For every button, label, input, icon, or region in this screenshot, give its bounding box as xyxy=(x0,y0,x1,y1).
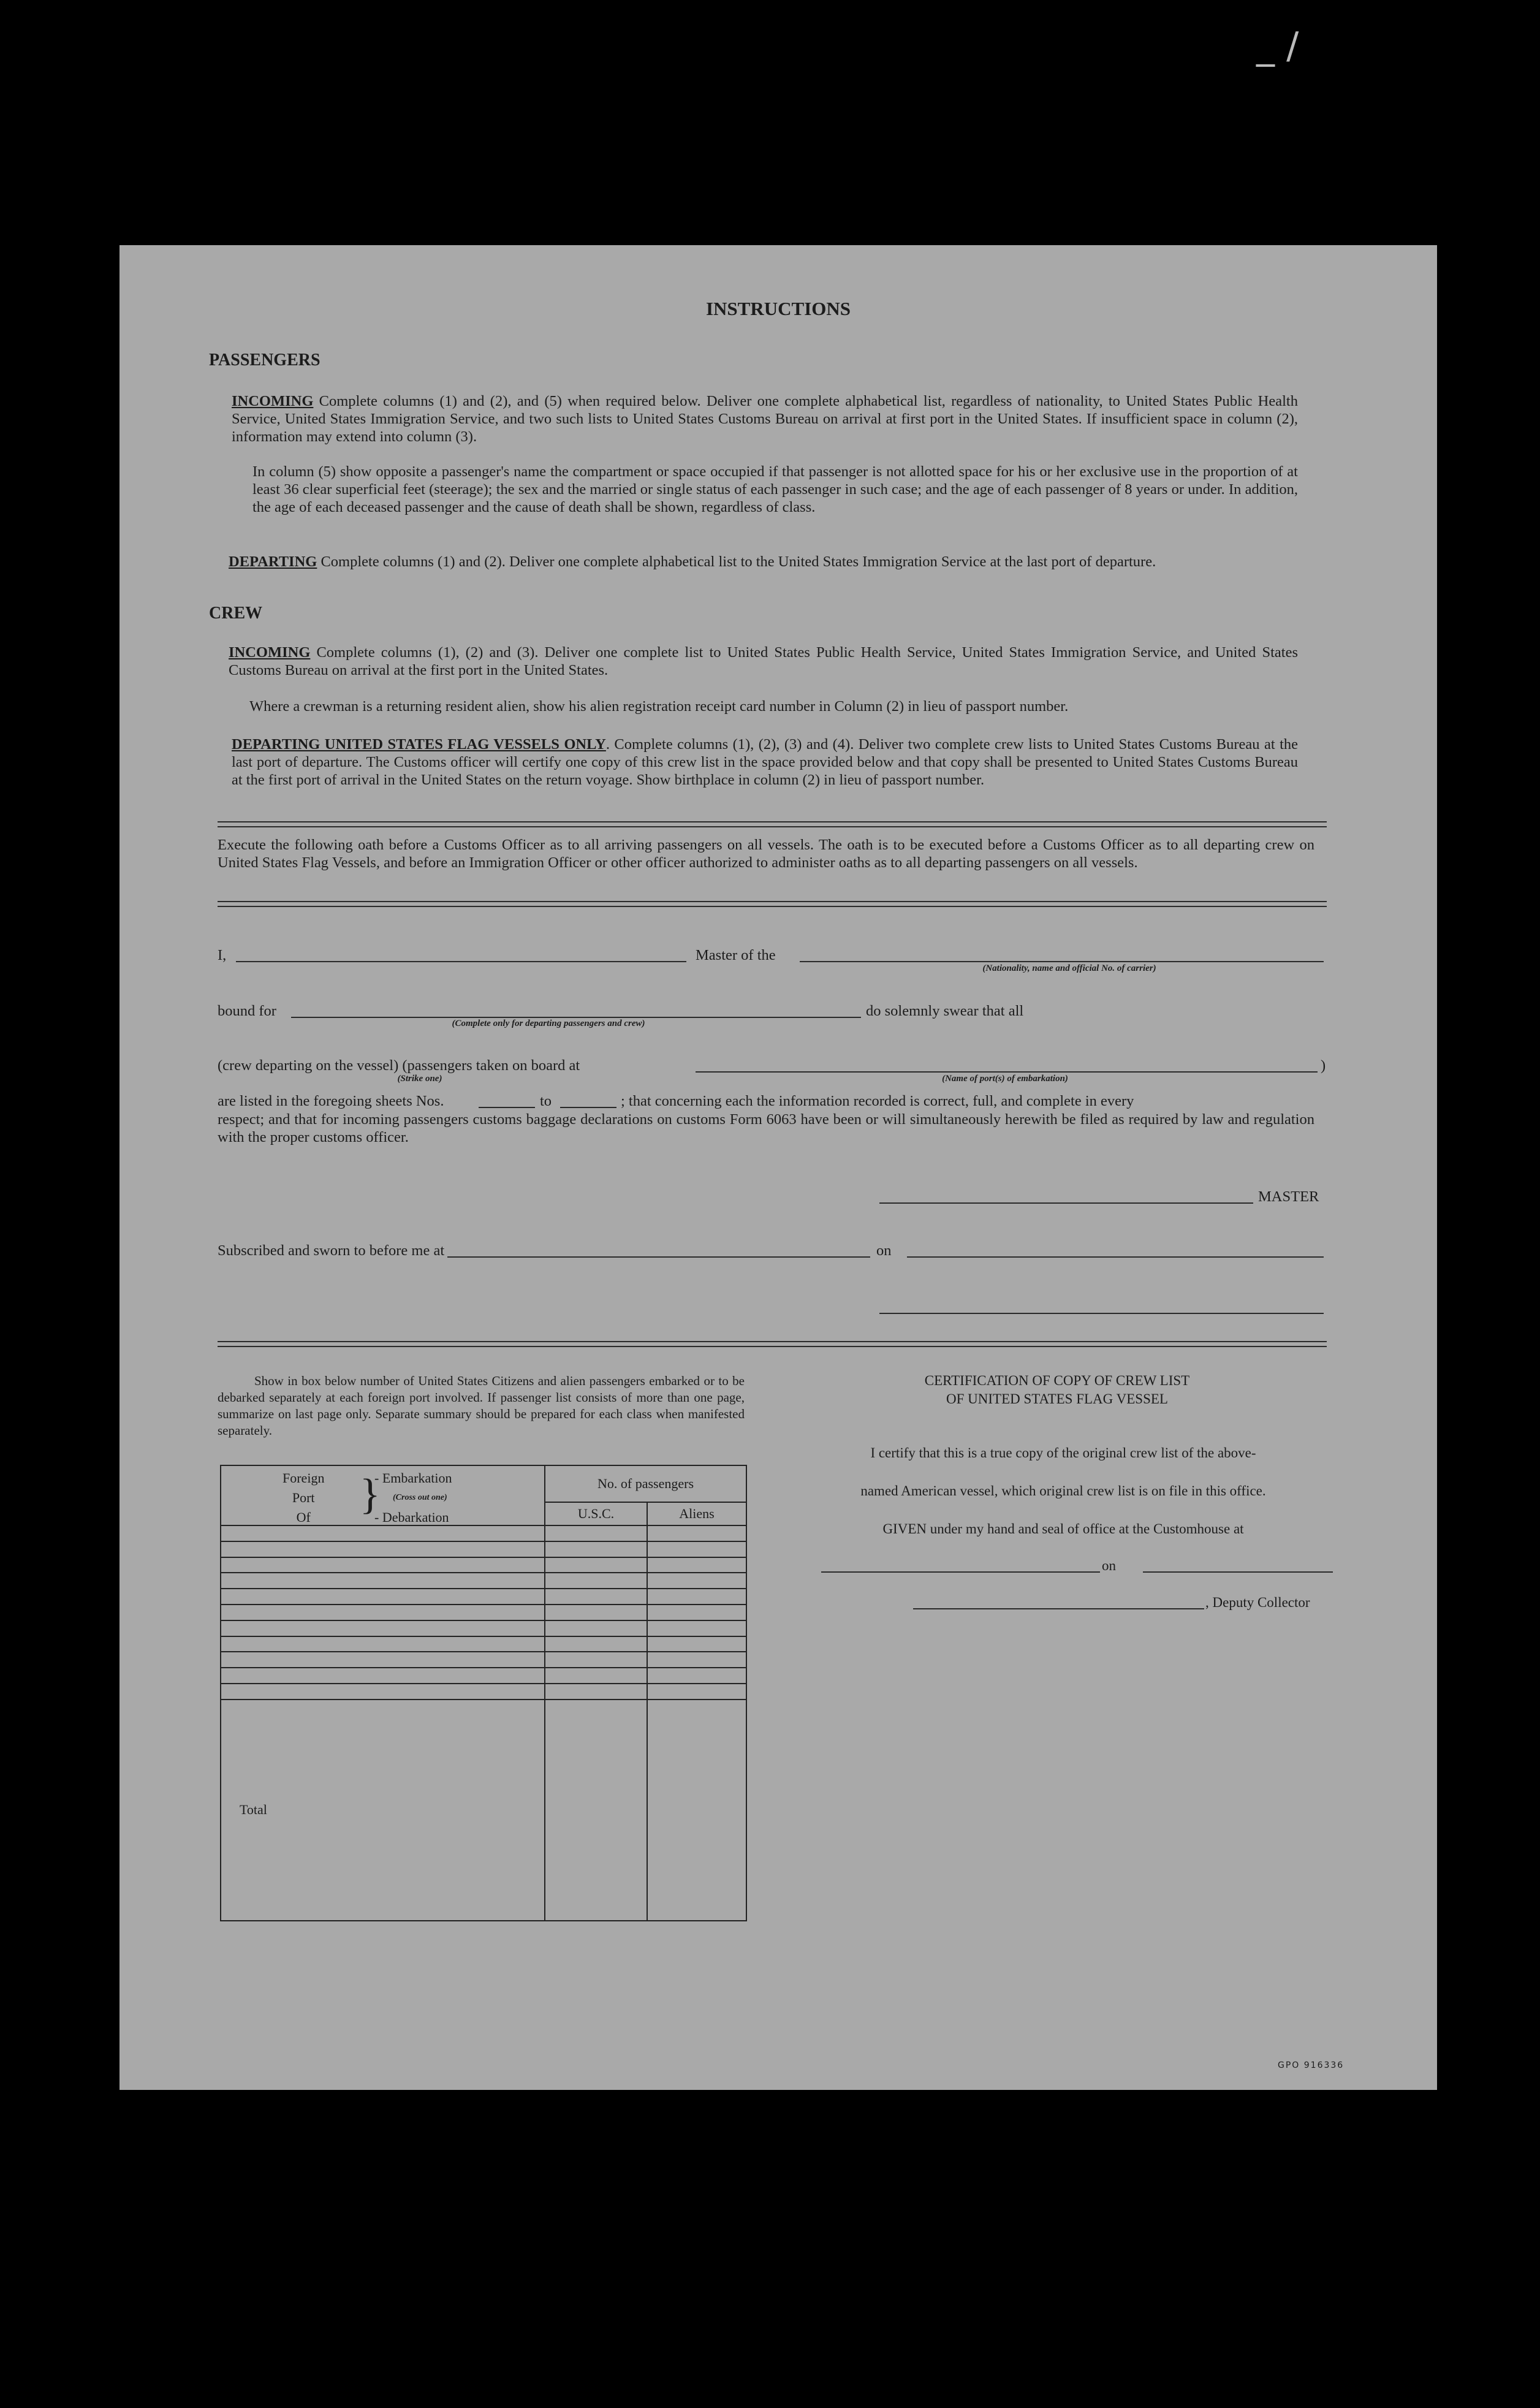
deputy-collector-label: , Deputy Collector xyxy=(1205,1595,1310,1610)
subscribed-on-label: on xyxy=(876,1242,892,1259)
crew-departing-label: DEPARTING UNITED STATES FLAG VESSELS ONLY xyxy=(232,736,606,753)
certify-line-2: named American vessel, which original crew list is on file in this office. xyxy=(860,1483,1266,1498)
master-name-line xyxy=(236,960,686,962)
crew-incoming-paragraph xyxy=(229,644,1298,679)
aliens-cell[interactable] xyxy=(647,1525,746,1541)
form-page xyxy=(119,245,1437,2090)
passengers-incoming-label: INCOMING xyxy=(232,393,314,409)
sheet-to-line xyxy=(560,1106,616,1108)
passengers-departing-paragraph xyxy=(229,553,1298,571)
strike-caption: (Strike one) xyxy=(397,1074,442,1084)
aliens-cell[interactable] xyxy=(647,1573,746,1589)
listed-label-1: are listed in the foregoing sheets Nos. xyxy=(218,1093,444,1109)
master-label: MASTER xyxy=(1258,1188,1319,1205)
divider-rule xyxy=(218,821,1327,827)
usc-cell[interactable] xyxy=(545,1684,647,1700)
certification-title-2: OF UNITED STATES FLAG VESSEL xyxy=(946,1391,1168,1407)
port-cell[interactable] xyxy=(221,1652,545,1668)
divider-rule xyxy=(218,1341,1327,1347)
usc-cell[interactable] xyxy=(545,1652,647,1668)
no-passengers-header: No. of passengers xyxy=(545,1465,746,1502)
deputy-signature-line xyxy=(913,1607,1204,1609)
usc-cell[interactable] xyxy=(545,1525,647,1541)
master-of-label: Master of the xyxy=(696,947,776,963)
port-cell[interactable] xyxy=(221,1636,545,1652)
port-cell[interactable] xyxy=(221,1525,545,1541)
port-cell[interactable] xyxy=(221,1541,545,1557)
oath-i-label: I, xyxy=(218,947,227,963)
master-signature-line xyxy=(879,1201,1253,1204)
divider-rule xyxy=(218,901,1327,907)
of-label: Of xyxy=(296,1510,311,1525)
aliens-header: Aliens xyxy=(647,1502,746,1525)
crew-heading: CREW xyxy=(209,604,263,623)
port-cell[interactable] xyxy=(221,1668,545,1684)
port-cell[interactable] xyxy=(221,1573,545,1589)
ports-caption: (Name of port(s) of embarkation) xyxy=(942,1074,1068,1084)
aliens-cell[interactable] xyxy=(647,1652,746,1668)
usc-cell[interactable] xyxy=(545,1557,647,1573)
total-label: Total xyxy=(221,1700,545,1921)
port-cell[interactable] xyxy=(221,1620,545,1636)
close-paren: ) xyxy=(1321,1057,1326,1074)
port-cell[interactable] xyxy=(221,1605,545,1620)
certification-title-1: CERTIFICATION OF COPY OF CREW LIST xyxy=(924,1373,1190,1388)
port-cell[interactable] xyxy=(221,1684,545,1700)
certification-date-line xyxy=(1143,1570,1333,1573)
crew-returning-paragraph: Where a crewman is a returning resident alien, show his alien registration receipt card number in Column (2) in lieu of passport number. xyxy=(249,698,1069,715)
bound-for-label: bound for xyxy=(218,1003,276,1019)
passenger-summary-table xyxy=(220,1465,747,1921)
subscribed-label: Subscribed and sworn to before me at xyxy=(218,1242,445,1259)
oath-intro: Execute the following oath before a Customs Officer as to all arriving passengers on all vessels. The oath is to be executed before a Customs Officer as to all departing crew on United States Flag Vessels, and before an Immigration Officer or other officer authorized to administer oaths as to all departing passengers on all vessels. xyxy=(218,837,1314,871)
subscribed-place-line xyxy=(447,1255,870,1258)
usc-total-cell[interactable] xyxy=(545,1700,647,1921)
crew-departing-text: . Complete columns (1), (2), (3) and (4). Deliver two complete crew lists to United States Customs Bureau at the last port of departure. The Customs officer will certify one copy of this crew list in the space provided below and that copy shall be presented to United States Customs Bureau at the first port of arrival in the United States on the return voyage. Show birthplace in column (2) in lieu of passport number. xyxy=(232,736,1298,788)
usc-cell[interactable] xyxy=(545,1605,647,1620)
gpo-number: GPO 916336 xyxy=(1278,2060,1345,2070)
embarkation-ports-line xyxy=(696,1070,1318,1073)
summary-instructions: Show in box below number of United States Citizens and alien passengers embarked or to be debarked separately at each foreign port involved. If passenger list consists of more than one page, summarize on last page only. Separate summary should be prepared for each class when manifested separately. xyxy=(218,1373,745,1438)
port-cell[interactable] xyxy=(221,1589,545,1605)
aliens-cell[interactable] xyxy=(647,1557,746,1573)
port-header-cell xyxy=(221,1465,545,1525)
instructions-title: INSTRUCTIONS xyxy=(705,298,851,319)
certify-line-1: I certify that this is a true copy of the original crew list of the above- xyxy=(870,1445,1256,1460)
passengers-departing-text: Complete columns (1) and (2). Deliver one complete alphabetical list to the United States Immigration Service at the last port of departure. xyxy=(317,553,1156,570)
passengers-column5-paragraph: In column (5) show opposite a passenger's name the compartment or space occupied if that passenger is not allotted space for his or her exclusive use in the proportion of at least 36 clear superficial feet (steerage); the sex and the married or single status of each passenger in such case; and the age of each passenger of 8 years or under. In addition, the age of each deceased passenger and the cause of death shall be shown, regardless of class. xyxy=(252,463,1298,515)
carrier-line xyxy=(800,960,1324,962)
usc-cell[interactable] xyxy=(545,1573,647,1589)
aliens-cell[interactable] xyxy=(647,1668,746,1684)
corner-mark: _ / xyxy=(1256,25,1299,67)
aliens-cell[interactable] xyxy=(647,1605,746,1620)
certification-place-line xyxy=(821,1570,1100,1573)
listed-rest: respect; and that for incoming passengers customs baggage declarations on customs Form 6063 have been or will simultaneously herewith be filed as required by law and regulation with the proper customs officer. xyxy=(218,1111,1314,1145)
listed-to-label: to xyxy=(540,1093,552,1109)
officer-signature-line xyxy=(879,1312,1324,1314)
embarkation-label: - Embarkation xyxy=(374,1470,452,1486)
usc-cell[interactable] xyxy=(545,1589,647,1605)
passengers-incoming-paragraph xyxy=(232,392,1298,446)
port-label: Port xyxy=(292,1490,315,1505)
aliens-cell[interactable] xyxy=(647,1684,746,1700)
subscribed-date-line xyxy=(907,1255,1324,1258)
swear-label: do solemnly swear that all xyxy=(866,1003,1024,1019)
aliens-cell[interactable] xyxy=(647,1589,746,1605)
usc-header: U.S.C. xyxy=(545,1502,647,1525)
passengers-heading: PASSENGERS xyxy=(209,351,321,370)
debarkation-label: - Debarkation xyxy=(374,1510,449,1525)
certification-on-label: on xyxy=(1102,1558,1116,1573)
bound-for-line xyxy=(291,1016,861,1018)
usc-cell[interactable] xyxy=(545,1668,647,1684)
aliens-total-cell[interactable] xyxy=(647,1700,746,1921)
passengers-incoming-text: Complete columns (1) and (2), and (5) when required below. Deliver one complete alphabetical list, regardless of nationality, to United States Public Health Service, United States Immigration Service, and two such lists to United States Customs Bureau on arrival at first port in the United States. If insufficient space in column (2), information may extend into column (3). xyxy=(232,393,1298,445)
cross-out-label: (Cross out one) xyxy=(393,1493,447,1502)
given-line: GIVEN under my hand and seal of office at the Customhouse at xyxy=(882,1521,1244,1536)
aliens-cell[interactable] xyxy=(647,1636,746,1652)
crew-departing-label: (crew departing on the vessel) (passengers taken on board at xyxy=(218,1057,580,1074)
brace-icon: } xyxy=(360,1471,381,1518)
crew-incoming-label: INCOMING xyxy=(229,644,311,661)
crew-incoming-text: Complete columns (1), (2) and (3). Deliver one complete list to United States Public Health Service, United States Immigration Service, and United States Customs Bureau on arrival at the first port in the United States. xyxy=(229,644,1298,678)
sheet-from-line xyxy=(479,1106,535,1108)
usc-cell[interactable] xyxy=(545,1636,647,1652)
port-cell[interactable] xyxy=(221,1557,545,1573)
usc-cell[interactable] xyxy=(545,1541,647,1557)
foreign-label: Foreign xyxy=(283,1470,325,1486)
nationality-caption: (Nationality, name and official No. of carrier) xyxy=(982,963,1156,973)
complete-caption: (Complete only for departing passengers and crew) xyxy=(452,1019,645,1028)
aliens-cell[interactable] xyxy=(647,1541,746,1557)
crew-departing-paragraph xyxy=(232,735,1298,789)
passengers-departing-label: DEPARTING xyxy=(229,553,317,570)
aliens-cell[interactable] xyxy=(647,1620,746,1636)
listed-label-2: ; that concerning each the information recorded is correct, full, and complete in every xyxy=(621,1093,1134,1109)
usc-cell[interactable] xyxy=(545,1620,647,1636)
